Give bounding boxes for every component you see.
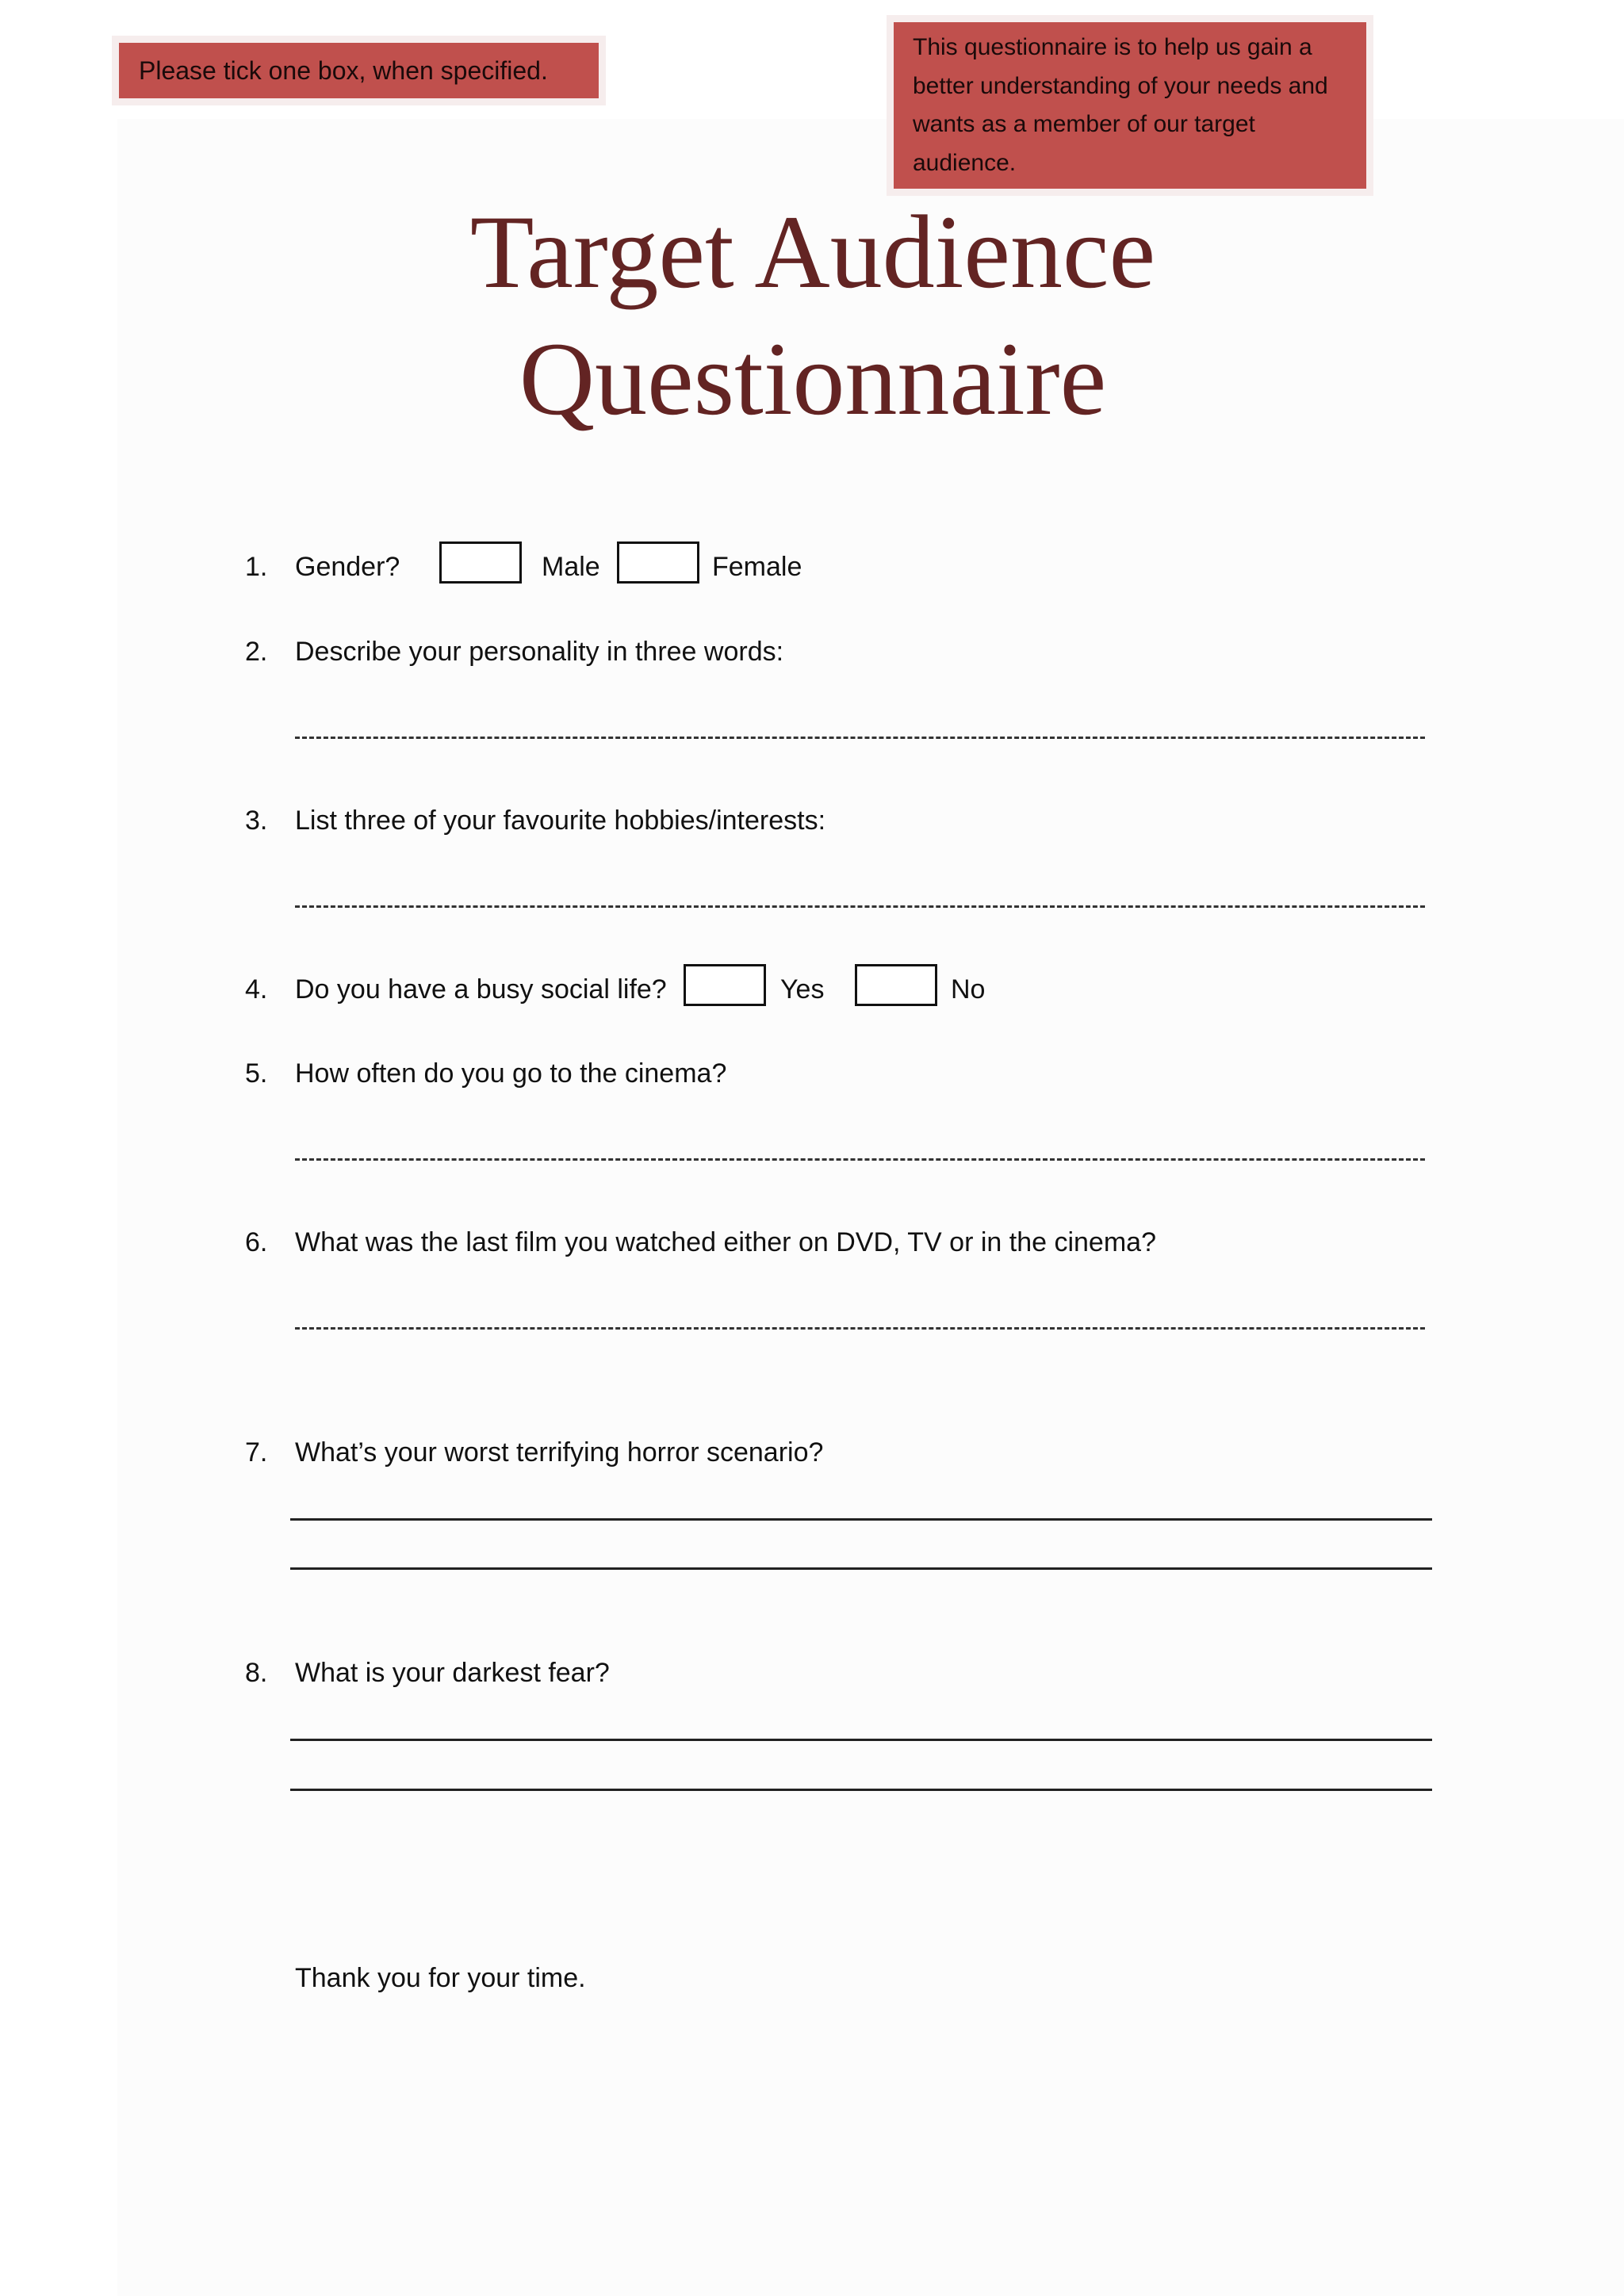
title-line-1: Target Audience: [469, 193, 1156, 310]
question-number: 4.: [245, 974, 268, 1004]
last-film-answer-line[interactable]: [295, 1327, 1425, 1330]
horror-scenario-answer-line-1[interactable]: [290, 1518, 1432, 1521]
question-text: What’s your worst terrifying horror scenario?: [295, 1437, 824, 1468]
purpose-note: [894, 22, 1366, 189]
question-number: 2.: [245, 637, 268, 667]
horror-scenario-answer-line-2[interactable]: [290, 1567, 1432, 1570]
personality-answer-line[interactable]: [295, 737, 1425, 739]
closing-text: Thank you for your time.: [295, 1963, 586, 1993]
question-text: How often do you go to the cinema?: [295, 1058, 727, 1089]
question-number: 6.: [245, 1227, 268, 1257]
page-title: [381, 189, 1245, 442]
hobbies-answer-line[interactable]: [295, 905, 1425, 908]
question-text: List three of your favourite hobbies/interests:: [295, 806, 826, 836]
question-text: Describe your personality in three words:: [295, 637, 784, 667]
darkest-fear-answer-line-2[interactable]: [290, 1789, 1432, 1791]
question-number: 1.: [245, 552, 268, 582]
question-text: What was the last film you watched either on DVD, TV or in the cinema?: [295, 1227, 1156, 1257]
no-label: No: [951, 974, 986, 1004]
question-text: Gender?: [295, 552, 400, 582]
tick-instruction-text: Please tick one box, when specified.: [139, 56, 548, 85]
question-number: 8.: [245, 1658, 268, 1688]
purpose-text: This questionnaire is to help us gain a better understanding of your needs and wants as a member of our target audience.: [913, 34, 1328, 176]
question-number: 3.: [245, 806, 268, 836]
cinema-frequency-answer-line[interactable]: [295, 1158, 1425, 1161]
question-text: Do you have a busy social life?: [295, 974, 667, 1004]
title-line-2: Questionnaire: [519, 320, 1107, 437]
no-checkbox[interactable]: [855, 964, 937, 1006]
darkest-fear-answer-line-1[interactable]: [290, 1739, 1432, 1741]
question-number: 5.: [245, 1058, 268, 1089]
female-label: Female: [712, 552, 802, 582]
male-checkbox[interactable]: [439, 541, 522, 584]
male-label: Male: [542, 552, 600, 582]
yes-checkbox[interactable]: [684, 964, 766, 1006]
question-number: 7.: [245, 1437, 268, 1468]
yes-label: Yes: [780, 974, 825, 1004]
question-text: What is your darkest fear?: [295, 1658, 610, 1688]
female-checkbox[interactable]: [617, 541, 699, 584]
tick-instruction-note: [119, 43, 599, 98]
